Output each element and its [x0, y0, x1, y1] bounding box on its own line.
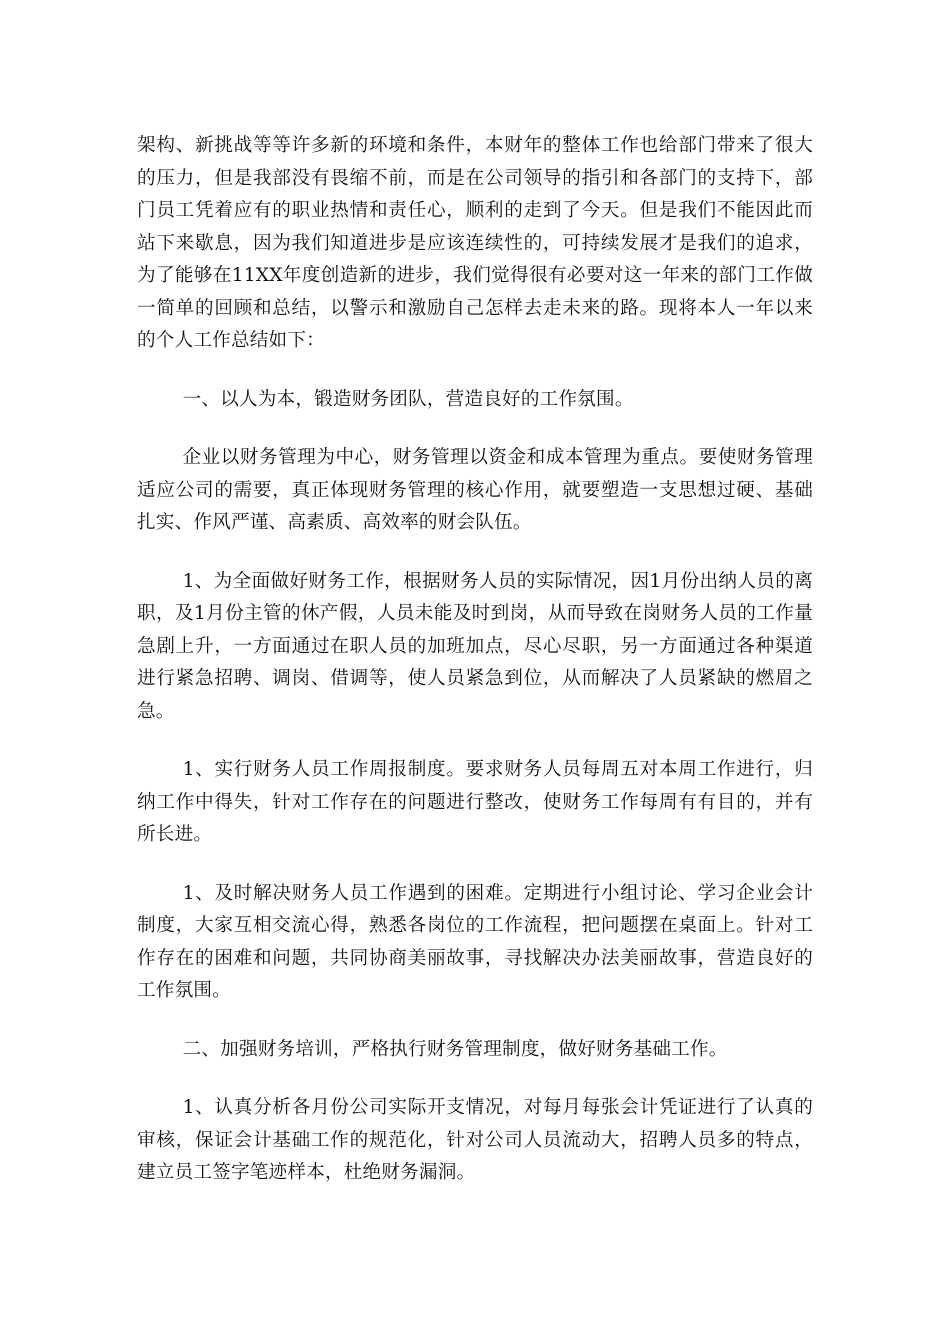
paragraph-voucher-review: 1、认真分析各月份公司实际开支情况，对每月每张会计凭证进行了认真的审核，保证会计基础工作的规范化，针对公司人员流动大，招聘人员多的特点，建立员工签字笔迹样本，杜绝财务漏洞。 — [137, 1097, 813, 1183]
paragraph-finance-core: 企业以财务管理为中心，财务管理以资金和成本管理为重点。要使财务管理适应公司的需要，真正体现财务管理的核心作用，就要塑造一支思想过硬、基础扎实、作风严谨、高素质、高效率的财会队伍。 — [137, 447, 813, 533]
document-body — [137, 130, 813, 1216]
section-heading-1: 一、以人为本，锻造财务团队，营造良好的工作氛围。 — [182, 388, 634, 410]
paragraph-intro: 架构、新挑战等等许多新的环境和条件，本财年的整体工作也给部门带来了很大的压力，但是我部没有畏缩不前，而是在公司领导的指引和各部门的支持下，部门员工凭着应有的职业热情和责任心，顺利的走到了今天。但是我们不能因此而站下来歇息，因为我们知道进步是应该连续性的，可持续发展才是我们的追求，为了能够在11XX年度创造新的进步，我们觉得很有必要对这一年来的部门工作做一简单的回顾和总结，以警示和激励自己怎样去走未来的路。现将本人一年以来的个人工作总结如下： — [137, 135, 813, 351]
section-heading-2: 二、加强财务培训，严格执行财务管理制度，做好财务基础工作。 — [182, 1038, 728, 1060]
paragraph-staffing: 1、为全面做好财务工作，根据财务人员的实际情况，因1月份出纳人员的离职，及1月份主管的休产假，人员未能及时到岗，从而导致在岗财务人员的工作量急剧上升，一方面通过在职人员的加班加点，尽心尽职，另一方面通过各种渠道进行紧急招聘、调岗、借调等，使人员紧急到位，从而解决了人员紧缺的燃眉之急。 — [137, 570, 813, 722]
paragraph-problem-solving: 1、及时解决财务人员工作遇到的困难。定期进行小组讨论、学习企业会计制度，大家互相交流心得，熟悉各岗位的工作流程，把问题摆在桌面上。针对工作存在的困难和问题，共同协商美丽故事，寻找解决办法美丽故事，营造良好的工作氛围。 — [137, 882, 813, 1001]
paragraph-weekly-report: 1、实行财务人员工作周报制度。要求财务人员每周五对本周工作进行，归纳工作中得失，针对工作存在的问题进行整改，使财务工作每周有有目的，并有所长进。 — [137, 759, 813, 845]
